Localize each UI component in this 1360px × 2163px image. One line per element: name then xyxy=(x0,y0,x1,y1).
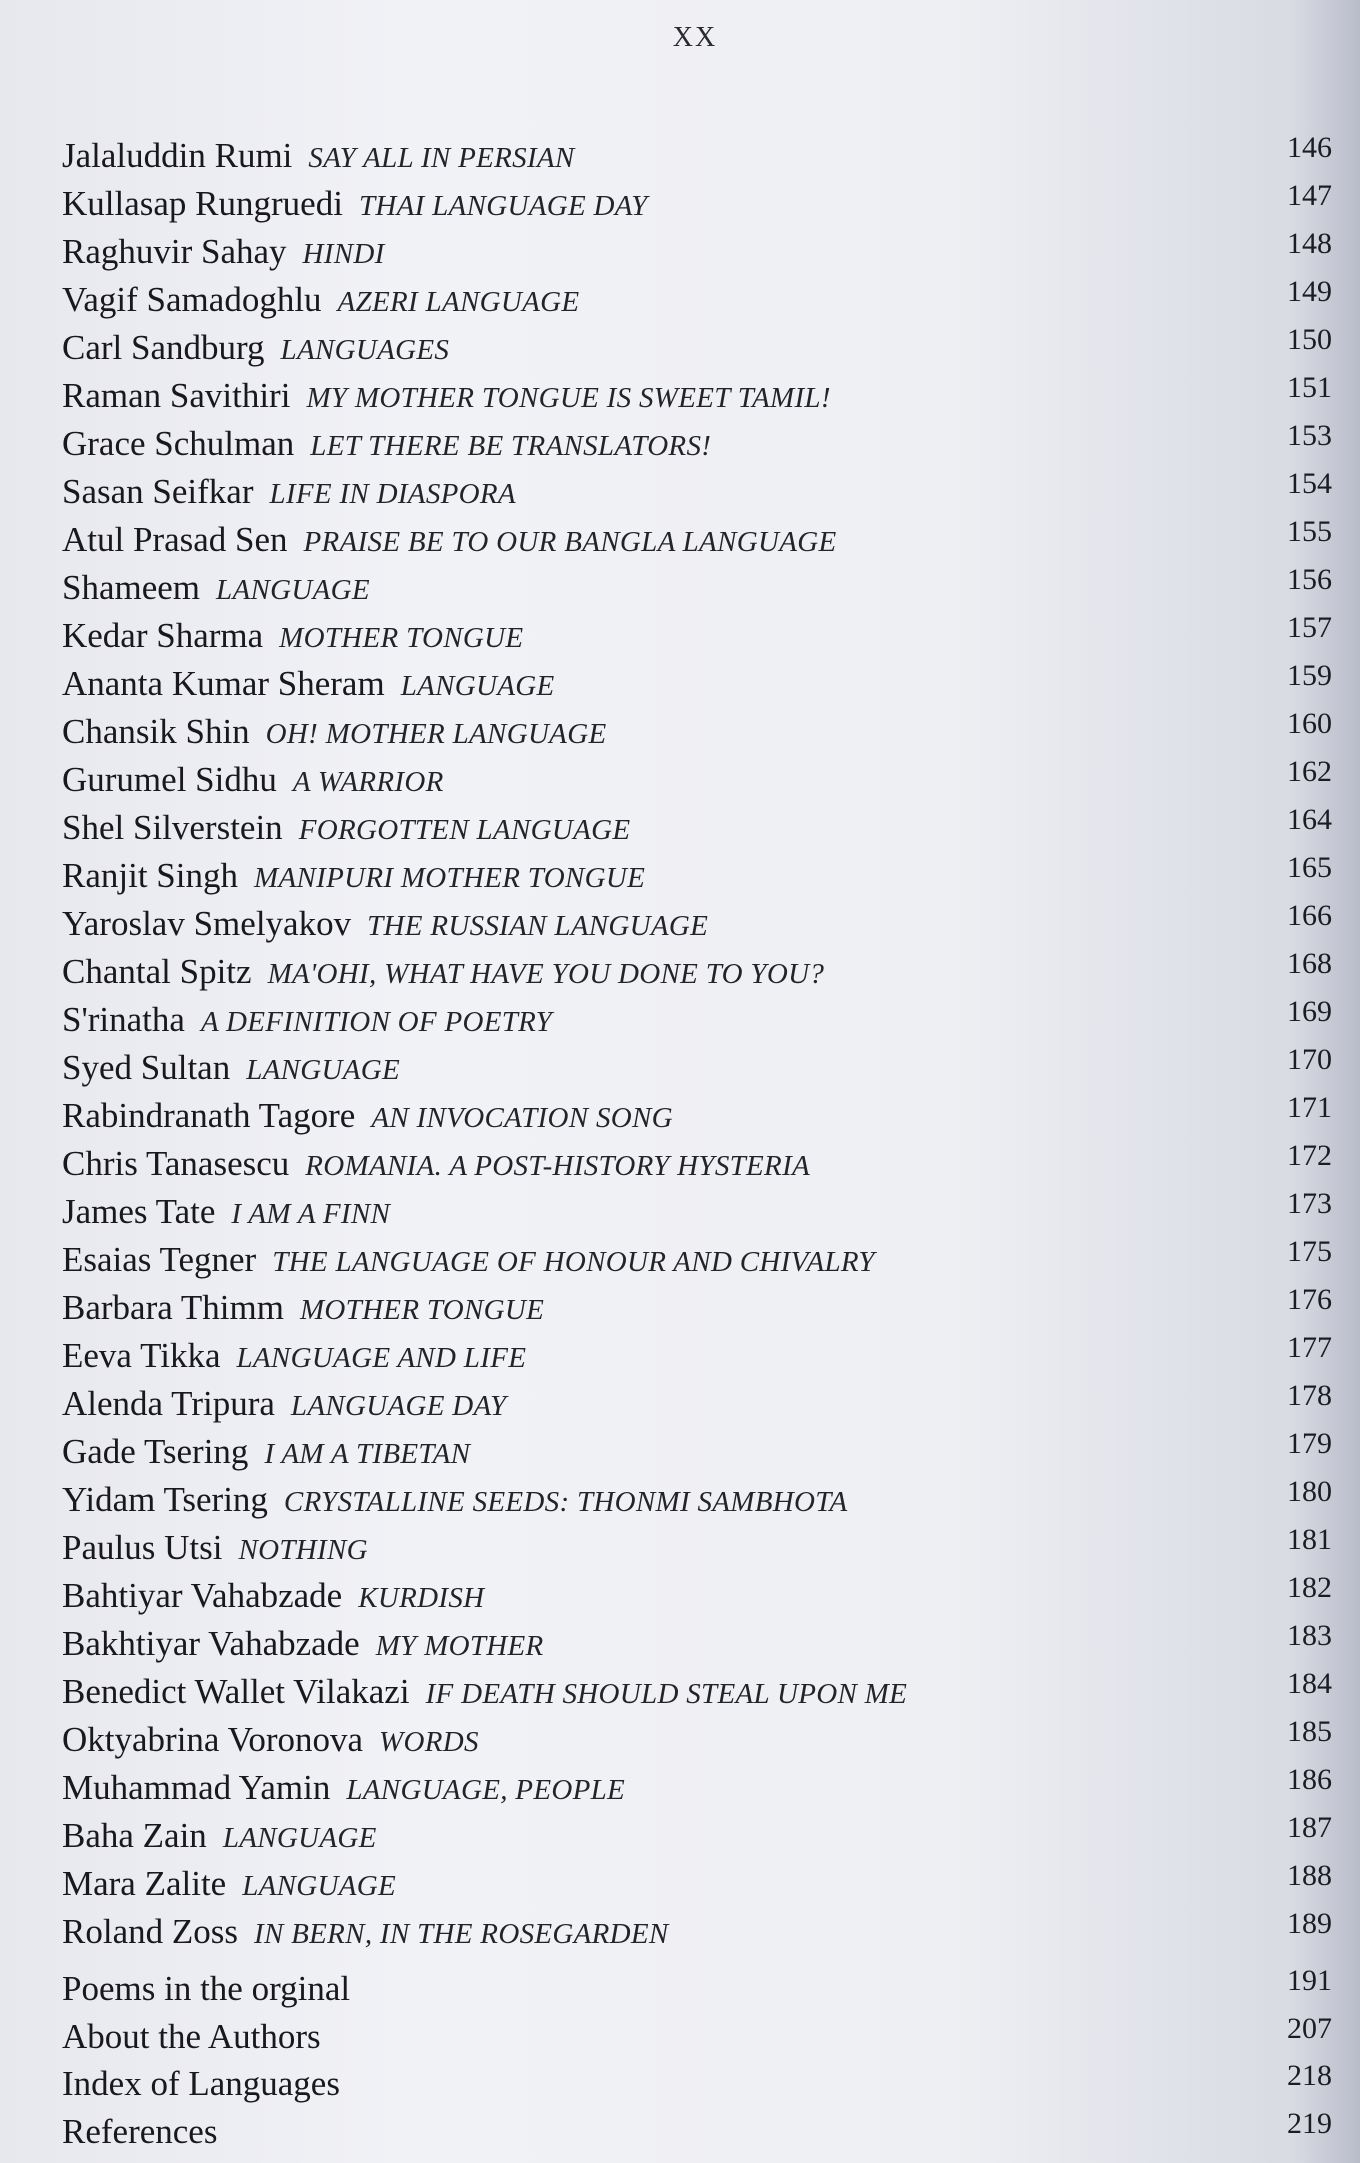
entry-page: 172 xyxy=(1287,1139,1332,1172)
toc-entries xyxy=(62,132,1332,1956)
entry-author: Raman Savithiri xyxy=(62,376,291,415)
entry-author: Grace Schulman xyxy=(62,424,295,463)
entry-title: LANGUAGE xyxy=(246,1054,401,1086)
entry-page: 168 xyxy=(1287,947,1332,980)
entry-author: Carl Sandburg xyxy=(62,328,265,367)
toc-entry xyxy=(62,276,1332,324)
toc-entry xyxy=(62,1572,1332,1620)
entry-title: I AM A FINN xyxy=(231,1198,391,1230)
entry-page: 175 xyxy=(1287,1235,1332,1268)
entry-title: ROMANIA. A POST-HISTORY HYSTERIA xyxy=(305,1150,811,1182)
entry-page: 189 xyxy=(1287,1907,1332,1940)
entry-title: THE RUSSIAN LANGUAGE xyxy=(367,910,709,942)
entry-author: Mara Zalite xyxy=(62,1864,227,1903)
entry-author: Chantal Spitz xyxy=(62,952,252,991)
toc-entry xyxy=(62,468,1332,516)
entry-page: 157 xyxy=(1287,611,1332,644)
entry-page: 156 xyxy=(1287,563,1332,596)
back-matter-entry xyxy=(62,2060,1332,2108)
back-matter-label: About the Authors xyxy=(62,2016,321,2056)
toc-entry xyxy=(62,324,1332,372)
entry-author: Bakhtiyar Vahabzade xyxy=(62,1624,360,1663)
toc-entry xyxy=(62,852,1332,900)
entry-page: 153 xyxy=(1287,419,1332,452)
entry-author: Jalaluddin Rumi xyxy=(62,136,293,175)
toc-entry xyxy=(62,1668,1332,1716)
back-matter-page: 191 xyxy=(1287,1964,1332,1997)
entry-page: 188 xyxy=(1287,1859,1332,1892)
entry-page: 183 xyxy=(1287,1619,1332,1652)
toc-entry xyxy=(62,804,1332,852)
entry-author: Shameem xyxy=(62,568,201,607)
entry-title: LANGUAGE xyxy=(216,574,370,606)
back-matter-entry xyxy=(62,2013,1332,2061)
toc-entry xyxy=(62,1092,1332,1140)
toc-entry xyxy=(62,948,1332,996)
back-matter-page: 219 xyxy=(1287,2106,1332,2140)
toc-entry xyxy=(62,372,1332,420)
entry-author: Yidam Tsering xyxy=(62,1480,268,1519)
entry-author: Esaias Tegner xyxy=(62,1240,257,1279)
entry-author: Alenda Tripura xyxy=(62,1384,275,1423)
entry-author: Chris Tanasescu xyxy=(62,1144,290,1183)
entry-title: IF DEATH SHOULD STEAL UPON ME xyxy=(425,1678,908,1710)
entry-page: 176 xyxy=(1287,1283,1332,1316)
entry-title: THAI LANGUAGE DAY xyxy=(358,190,648,222)
entry-page: 173 xyxy=(1287,1187,1332,1220)
toc-entry xyxy=(62,228,1332,276)
entry-author: Eeva Tikka xyxy=(62,1336,221,1375)
back-matter-label: Poems in the orginal xyxy=(62,1969,351,2008)
toc-entry xyxy=(62,1188,1332,1236)
back-matter-label: References xyxy=(62,2111,218,2151)
entry-page: 181 xyxy=(1287,1523,1332,1556)
entry-title: NOTHING xyxy=(238,1534,368,1566)
entry-author: Kullasap Rungruedi xyxy=(62,184,343,223)
back-matter-page: 218 xyxy=(1287,2059,1332,2092)
entry-title: LIFE IN DIASPORA xyxy=(269,478,516,510)
back-matter-label: Index of Languages xyxy=(62,2064,340,2103)
entry-page: 155 xyxy=(1287,515,1332,548)
entry-title: THE LANGUAGE OF HONOUR AND CHIVALRY xyxy=(272,1246,875,1278)
entry-page: 186 xyxy=(1287,1763,1332,1796)
entry-author: Ananta Kumar Sheram xyxy=(62,664,385,703)
entry-author: Barbara Thimm xyxy=(62,1288,284,1327)
entry-page: 184 xyxy=(1287,1667,1332,1700)
entry-author: Benedict Wallet Vilakazi xyxy=(62,1672,410,1711)
entry-author: Shel Silverstein xyxy=(62,808,283,847)
entry-author: Syed Sultan xyxy=(62,1048,231,1087)
entry-title: CRYSTALLINE SEEDS: THONMI SAMBHOTA xyxy=(283,1486,848,1518)
entry-page: 148 xyxy=(1287,227,1332,260)
toc-entry xyxy=(62,1620,1332,1668)
entry-page: 146 xyxy=(1287,131,1332,164)
entry-page: 171 xyxy=(1287,1091,1332,1124)
toc-entry xyxy=(62,1284,1332,1332)
entry-page: 149 xyxy=(1287,275,1332,308)
entry-author: Roland Zoss xyxy=(62,1912,238,1951)
toc-entry xyxy=(62,1716,1332,1764)
toc-entry xyxy=(62,420,1332,468)
toc-entry xyxy=(62,1140,1332,1188)
table-of-contents xyxy=(62,132,1332,2155)
entry-author: Kedar Sharma xyxy=(62,616,264,655)
entry-author: Ranjit Singh xyxy=(62,856,238,895)
entry-title: I AM A TIBETAN xyxy=(264,1438,471,1470)
entry-author: Paulus Utsi xyxy=(62,1528,223,1567)
entry-page: 160 xyxy=(1287,707,1332,740)
entry-page: 166 xyxy=(1287,899,1332,932)
entry-page: 170 xyxy=(1287,1043,1332,1076)
toc-entry xyxy=(62,516,1332,564)
entry-page: 165 xyxy=(1287,851,1332,884)
entry-author: Raghuvir Sahay xyxy=(62,232,287,271)
entry-page: 154 xyxy=(1287,467,1332,500)
entry-page: 150 xyxy=(1287,323,1332,356)
entry-title: SAY ALL IN PERSIAN xyxy=(308,142,575,174)
entry-author: Muhammad Yamin xyxy=(62,1768,331,1807)
entry-title: LANGUAGE AND LIFE xyxy=(236,1342,527,1374)
entry-author: Baha Zain xyxy=(62,1816,207,1855)
toc-entry xyxy=(62,660,1332,708)
entry-title: MANIPURI MOTHER TONGUE xyxy=(254,862,646,894)
entry-title: LET THERE BE TRANSLATORS! xyxy=(310,430,712,462)
entry-page: 159 xyxy=(1287,659,1332,692)
toc-entry xyxy=(62,564,1332,612)
entry-author: James Tate xyxy=(62,1192,216,1231)
toc-entry xyxy=(62,1332,1332,1380)
entry-author: Vagif Samadoghlu xyxy=(62,280,322,319)
back-matter-page: 207 xyxy=(1287,2011,1332,2045)
toc-back-matter xyxy=(62,1965,1332,2155)
toc-entry xyxy=(62,612,1332,660)
toc-entry xyxy=(62,132,1332,180)
entry-author: Gurumel Sidhu xyxy=(62,760,277,799)
toc-entry xyxy=(62,1044,1332,1092)
back-matter-entry xyxy=(62,1965,1332,2013)
entry-author: S'rinatha xyxy=(62,1000,185,1039)
entry-title: AN INVOCATION SONG xyxy=(371,1102,673,1134)
toc-entry xyxy=(62,1380,1332,1428)
entry-title: LANGUAGE DAY xyxy=(290,1390,507,1422)
entry-title: AZERI LANGUAGE xyxy=(337,286,580,318)
entry-title: MOTHER TONGUE xyxy=(279,622,524,654)
entry-author: Yaroslav Smelyakov xyxy=(62,904,352,943)
entry-page: 185 xyxy=(1287,1715,1332,1748)
entry-title: FORGOTTEN LANGUAGE xyxy=(298,814,631,846)
entry-title: MOTHER TONGUE xyxy=(299,1294,545,1326)
entry-title: A DEFINITION OF POETRY xyxy=(200,1006,553,1038)
entry-author: Sasan Seifkar xyxy=(62,472,254,511)
toc-entry xyxy=(62,756,1332,804)
entry-page: 147 xyxy=(1287,179,1332,212)
entry-page: 179 xyxy=(1287,1427,1332,1460)
entry-page: 178 xyxy=(1287,1379,1332,1412)
toc-entry xyxy=(62,1476,1332,1524)
toc-entry xyxy=(62,708,1332,756)
entry-title: OH! MOTHER LANGUAGE xyxy=(265,718,607,750)
entry-page: 169 xyxy=(1287,995,1332,1028)
entry-title: KURDISH xyxy=(358,1582,485,1614)
entry-title: PRAISE BE TO OUR BANGLA LANGUAGE xyxy=(303,526,837,558)
toc-entry xyxy=(62,1428,1332,1476)
toc-entry xyxy=(62,1524,1332,1572)
toc-entry xyxy=(62,900,1332,948)
entry-page: 182 xyxy=(1287,1571,1332,1604)
toc-entry xyxy=(62,180,1332,228)
entry-author: Rabindranath Tagore xyxy=(62,1096,356,1135)
entry-author: Oktyabrina Voronova xyxy=(62,1720,364,1759)
entry-title: IN BERN, IN THE ROSEGARDEN xyxy=(253,1918,669,1950)
entry-title: MY MOTHER xyxy=(375,1630,544,1662)
entry-title: LANGUAGE xyxy=(242,1870,397,1902)
entry-title: LANGUAGE xyxy=(222,1822,377,1854)
entry-title: LANGUAGE xyxy=(400,670,555,702)
entry-page: 177 xyxy=(1287,1331,1332,1364)
entry-title: A WARRIOR xyxy=(292,766,444,798)
entry-title: MA'OHI, WHAT HAVE YOU DONE TO YOU? xyxy=(267,958,825,990)
toc-entry xyxy=(62,1812,1332,1860)
back-matter-entry xyxy=(62,2108,1332,2156)
page-number-roman: XX xyxy=(672,22,718,53)
entry-page: 164 xyxy=(1287,803,1332,836)
entry-page: 187 xyxy=(1287,1811,1332,1844)
entry-author: Chansik Shin xyxy=(62,712,250,751)
entry-title: WORDS xyxy=(379,1726,479,1758)
entry-page: 162 xyxy=(1287,755,1332,788)
toc-entry xyxy=(62,1860,1332,1908)
toc-entry xyxy=(62,1236,1332,1284)
toc-entry xyxy=(62,996,1332,1044)
entry-author: Bahtiyar Vahabzade xyxy=(62,1576,343,1615)
entry-page: 151 xyxy=(1287,371,1332,404)
entry-page: 180 xyxy=(1287,1475,1332,1508)
entry-author: Atul Prasad Sen xyxy=(62,520,288,559)
toc-entry xyxy=(62,1764,1332,1812)
entry-title: MY MOTHER TONGUE IS SWEET TAMIL! xyxy=(306,382,831,414)
entry-title: LANGUAGES xyxy=(280,334,450,366)
entry-title: HINDI xyxy=(302,238,385,270)
toc-entry xyxy=(62,1908,1332,1956)
entry-author: Gade Tsering xyxy=(62,1432,249,1471)
entry-title: LANGUAGE, PEOPLE xyxy=(346,1774,626,1806)
